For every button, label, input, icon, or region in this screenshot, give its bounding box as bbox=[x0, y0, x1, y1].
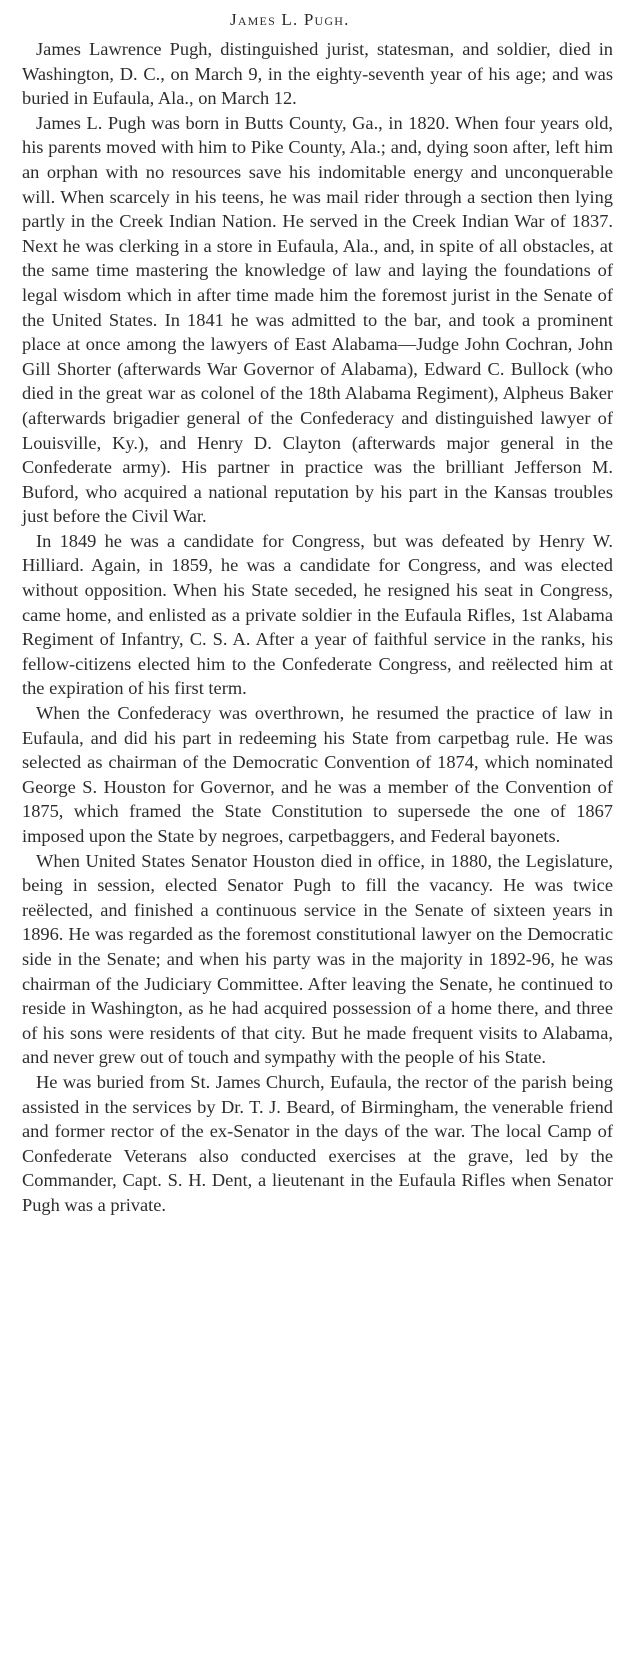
paragraph-reconstruction: When the Confederacy was overthrown, he resumed the practice of law in Eufaula, and did his part in redeeming his State from carpetbag rule. He was selected as chairman of the Democratic Convention of 1874, which nominated George S. Houston for Governor, and he was a member of the Convention of 1875, which framed the State Constitution to supersede the one of 1867 imposed upon the State by negroes, carpetbaggers, and Federal bayonets. bbox=[22, 703, 613, 846]
paragraph-burial: He was buried from St. James Church, Eufaula, the rector of the parish being assisted in the services by Dr. T. J. Beard, of Birmingham, the venerable friend and former rector of the ex-Senator in the days of the war. The local Camp of Confederate Veterans also conducted exercises at the grave, led by the Commander, Capt. S. H. Dent, a lieutenant in the Eufaula Rifles when Senator Pugh was a private. bbox=[22, 1071, 613, 1215]
paragraph-death-notice: James Lawrence Pugh, distinguished jurist, statesman, and soldier, died in Washington, D. C., on March 9, in the eighty-seventh year of his age; and was buried in Eufaula, Ala., on March 12. bbox=[22, 39, 613, 109]
obituary-heading: James L. Pugh. bbox=[230, 10, 350, 29]
paragraph-early-life: James L. Pugh was born in Butts County, Ga., in 1820. When four years old, his parents moved with him to Pike County, Ala.; and, dying soon after, left him an orphan with no resources save his indomitable energy and unconquerable will. When scarcely in his teens, he was mail rider through a section then lying partly in the Creek Indian Nation. He served in the Creek Indian War of 1837. Next he was clerking in a store in Eufaula, Ala., and, in spite of all obstacles, at the same time mastering the knowledge of law and laying the foundations of legal wisdom which in after time made him the foremost jurist in the Senate of the United States. In 1841 he was admitted to the bar, and took a prominent place at once among the lawyers of East Alabama—Judge John Cochran, John Gill Shorter (afterwards War Governor of Alabama), Edward C. Bullock (who died in the great war as colonel of the 18th Alabama Regiment), Alpheus Baker (afterwards brigadier general of the Confederacy and distinguished lawyer of Louisville, Ky.), and Henry D. Clayton (afterwards major general in the Confederate army). His partner in practice was the brilliant Jefferson M. Buford, who acquired a national reputation by his part in the Kansas troubles just before the Civil War. bbox=[22, 112, 613, 527]
paragraph-congress: In 1849 he was a candidate for Congress, but was defeated by Henry W. Hilliard. Again, in 1859, he was a candidate for Congress, and was elected without opposition. When his State seceded, he resigned his seat in Congress, came home, and enlisted as a private soldier in the Eufaula Rifles, 1st Alabama Regiment of Infantry, C. S. A. After a year of faithful service in the ranks, his fellow-citizens elected him to the Confederate Congress, and reëlected him at the expiration of his first term. bbox=[22, 530, 613, 699]
paragraph-senate: When United States Senator Houston died in office, in 1880, the Legislature, being in session, elected Senator Pugh to fill the vacancy. He was twice reëlected, and finished a continuous service in the Senate of sixteen years in 1896. He was regarded as the foremost constitutional lawyer on the Democratic side in the Senate; and when his party was in the majority in 1892-96, he was chairman of the Judiciary Committee. After leaving the Senate, he continued to reside in Washington, as he had acquired possession of a home there, and three of his sons were residents of that city. But he made frequent visits to Alabama, and never grew out of touch and sympathy with the people of his State. bbox=[22, 850, 613, 1068]
